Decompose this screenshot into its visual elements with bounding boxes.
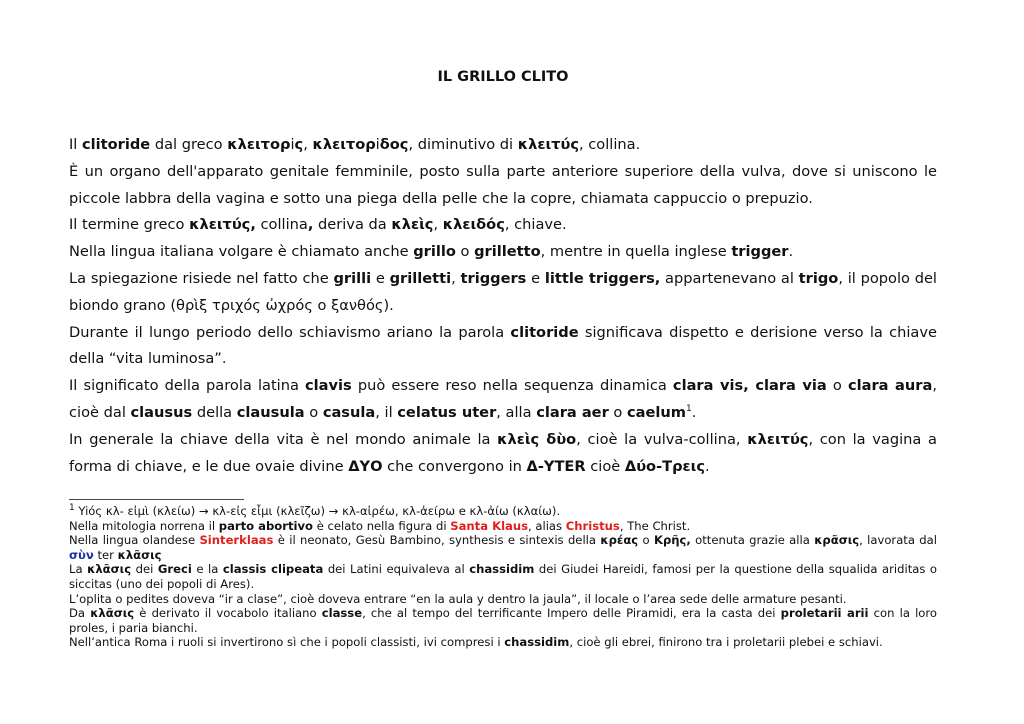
- document-title: IL GRILLO CLITO: [437, 69, 569, 85]
- paragraph-italian-term: Nella lingua italiana volgare è chiamato anche grillo o grilletto, mentre in quella inglese trigger.: [69, 243, 794, 261]
- paragraph-etymology: Il clitoride dal greco κλειτορiς, κλειτορiδος, diminutivo di κλειτύς, collina.: [69, 136, 641, 153]
- footnote-norse: Nella mitologia norrena il parto abortivo è celato nella figura di Santa Klaus, alias Christus, The Christ.: [69, 518, 691, 533]
- paragraph-greek-term: Il termine greco κλειτύς, collina, deriva da κλεὶς, κλειδός, chiave.: [69, 216, 567, 234]
- footnotes: [69, 504, 937, 650]
- footnote-reference[interactable]: 1: [686, 404, 692, 415]
- paragraph-definition: È un organo dell'apparato genitale femminile, posto sulla parte anteriore superiore della vulva, dove si uniscono le piccole labbra della vagina e sotto una piega della pelle che la copre, chiamata cappuccio o prepuzio.: [69, 162, 937, 207]
- footnote-rome: Nell’antica Roma i ruoli si invertirono sì che i popoli classisti, ivi compresi i chassidim, cioè gli ebrei, finirono tra i proletarii plebei e schiavi.: [69, 635, 883, 650]
- paragraph-explanation: La spiegazione risiede nel fatto che grilli e grilletti, triggers e little triggers, appartenevano al trigo, il popolo del biondo grano (θρὶξ τριχός ὠχρός ο ξανθός).: [69, 269, 937, 314]
- footnote-klasis: La κλᾶσις dei Greci e la classis clipeata dei Latini equivaleva al chassidim dei Giudei Hareidi, famosi per la questione della squalida ariditas o siccitas (uno dei popoli di Ares).: [69, 562, 938, 591]
- footnote-dutch: Nella lingua olandese Sinterklaas è il neonato, Gesù Bambino, synthesis e sintexis della κρέας o Κρῆς, ottenuta grazie alla κρᾶσις, lavorata dal σὺν ter κλᾶσις: [69, 533, 937, 562]
- paragraph-slavery: Durante il lungo periodo dello schiavismo ariano la parola clitoride significava dispetto e derisione verso la chiave della “vita luminosa”.: [69, 323, 937, 368]
- paragraph-clavis: Il significato della parola latina clavis può essere reso nella sequenza dinamica clara vis, clara via o clara aura, cioè dal clausus della clausula o casula, il celatus uter, alla clara aer o caelum$^1$.: [69, 377, 937, 421]
- footnote-1: $^1$ Yiός κλ- εἰμὶ (κλείω) → κλ-εἰς εἶμι (κλεῖζω) → κλ-αἰρέω, κλ-ἀείρω e κλ-ἀίω (κλαίω).: [69, 503, 561, 518]
- paragraph-conclusion: In generale la chiave della vita è nel mondo animale la κλεὶς δὺο, cioè la vulva-collina, κλειτύς, con la vagina a forma di chiave, e le due ovaie divine ΔΥΟ che convergono in Δ-YTER cioè Δύο-Τρεις.: [69, 430, 937, 475]
- footnote-divider: [69, 499, 244, 500]
- footnote-classe: Da κλᾶσις è derivato il vocabolo italiano classe, che al tempo del terrificante Impero delle Piramidi, era la casta dei proletarii arii con la loro proles, i paria bianchi.: [69, 606, 938, 635]
- document-body: [69, 132, 937, 480]
- footnote-oplita: L’oplita o pedites doveva “ir a clase”, cioè doveva entrare “en la aula y dentro la jaula”, il locale o l’area sede delle armature pesanti.: [69, 591, 847, 606]
